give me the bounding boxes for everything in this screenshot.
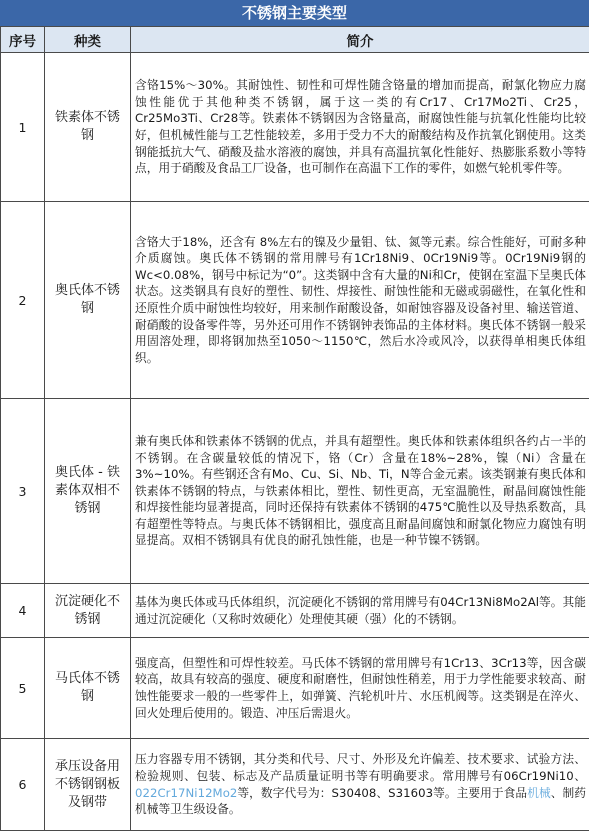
description-text: 、制药机械等卫生级设备。 bbox=[135, 785, 586, 817]
table-row bbox=[1, 399, 589, 584]
steel-kind: 铁素体不锈钢 bbox=[45, 53, 131, 202]
table-title: 不锈钢主要类型 bbox=[0, 0, 589, 26]
steel-kind: 奥氏体不锈钢 bbox=[45, 202, 131, 399]
steel-description: 含铬大于18%，还含有 8%左右的镍及少量钼、钛、氮等元素。综合性能好，可耐多种介质腐蚀。奥氏体不锈钢的常用牌号有1Cr18Ni9、0Cr19Ni9等。0Cr19Ni9钢的Wc<0.08%，钢号中标记为“0”。这类钢中含有大量的Ni和Cr，使钢在室温下呈奥氏体状态。这类钢具有良好的塑性、韧性、焊接性、耐蚀性能和无磁或弱磁性，在氧化性和还原性介质中耐蚀性均较好，用来制作耐酸设备，如耐蚀容器及设备衬里、输送管道、耐硝酸的设备零件等，另外还可用作不锈钢钟表饰品的主体材料。奥氏体不锈钢一般采用固溶处理，即将钢加热至1050～1150℃，然后水冷或风冷，以获得单相奥氏体组织。 bbox=[131, 202, 589, 399]
steel-description: 基体为奥氏体或马氏体组织，沉淀硬化不锈钢的常用牌号有04Cr13Ni8Mo2Al等。其能通过沉淀硬化（又称时效硬化）处理使其硬（强）化的不锈钢。 bbox=[131, 584, 589, 638]
row-number: 5 bbox=[1, 638, 45, 739]
steel-kind: 承压设备用不锈钢钢板及钢带 bbox=[45, 739, 131, 831]
header-no: 序号 bbox=[1, 27, 45, 53]
row-number: 6 bbox=[1, 739, 45, 831]
types-table bbox=[0, 26, 589, 831]
table-header-row bbox=[1, 27, 589, 53]
steel-kind: 马氏体不锈钢 bbox=[45, 638, 131, 739]
description-text: 压力容器专用不锈钢，其分类和代号、尺寸、外形及允许偏差、技术要求、试验方法、检验规则、包装、标志及产品质量证明书等有明确要求。常用牌号有06Cr19Ni10、 bbox=[135, 752, 586, 783]
watermark-overlap-text: 022Cr17Ni12Mo2 bbox=[135, 785, 238, 800]
steel-description: 强度高，但塑性和可焊性较差。马氏体不锈钢的常用牌号有1Cr13、3Cr13等，因含碳较高，故具有较高的强度、硬度和耐磨性，但耐蚀性稍差，用于力学性能要求较高、耐蚀性能要求一般的一些零件上，如弹簧、汽轮机叶片、水压机阀等。这类钢是在淬火、回火处理后使用的。锻造、冲压后需退火。 bbox=[131, 638, 589, 739]
steel-kind: 沉淀硬化不锈钢 bbox=[45, 584, 131, 638]
row-number: 1 bbox=[1, 53, 45, 202]
steel-description: 含铬15%～30%。其耐蚀性、韧性和可焊性随含铬量的增加而提高，耐氯化物应力腐蚀性能优于其他种类不锈钢，属于这一类的有Cr17、Cr17Mo2Ti、Cr25，Cr25Mo3Ti、Cr28等。铁素体不锈钢因为含铬量高，耐腐蚀性能与抗氧化性能均比较好，但机械性能与工艺性能较差，多用于受力不大的耐酸结构及作抗氧化钢使用。这类钢能抵抗大气、硝酸及盐水溶液的腐蚀，并具有高温抗氧化性能好、热膨胀系数小等特点，用于硝酸及食品工厂设备，也可制作在高温下工作的零件，如燃气轮机零件等。 bbox=[131, 53, 589, 202]
table-row bbox=[1, 202, 589, 399]
row-number: 4 bbox=[1, 584, 45, 638]
watermark-overlap-text: 机械 bbox=[527, 785, 551, 800]
steel-description: 兼有奥氏体和铁素体不锈钢的优点，并具有超塑性。奥氏体和铁素体组织各约占一半的不锈钢。在含碳量较低的情况下，铬（Cr）含量在18%~28%，镍（Ni）含量在3%~10%。有些钢还含有Mo、Cu、Si、Nb、Ti，N等合金元素。该类钢兼有奥氏体和铁素体不锈钢的特点，与铁素体相比，塑性、韧性更高，无室温脆性，耐晶间腐蚀性能和焊接性能均显著提高，同时还保持有铁素体不锈钢的475℃脆性以及导热系数高，具有超塑性等特点。与奥氏体不锈钢相比，强度高且耐晶间腐蚀和耐氯化物应力腐蚀有明显提高。双相不锈钢具有优良的耐孔蚀性能，也是一种节镍不锈钢。 bbox=[131, 399, 589, 584]
steel-description bbox=[131, 739, 589, 831]
table-row bbox=[1, 53, 589, 202]
row-number: 2 bbox=[1, 202, 45, 399]
table-row bbox=[1, 739, 589, 831]
table-row bbox=[1, 584, 589, 638]
description-text: 等，数字代号为：S30408、S31603等。主要用于食品 bbox=[237, 785, 528, 800]
steel-kind: 奥氏体 - 铁素体双相不锈钢 bbox=[45, 399, 131, 584]
table-row bbox=[1, 638, 589, 739]
header-desc: 简介 bbox=[131, 27, 589, 53]
row-number: 3 bbox=[1, 399, 45, 584]
header-kind: 种类 bbox=[45, 27, 131, 53]
